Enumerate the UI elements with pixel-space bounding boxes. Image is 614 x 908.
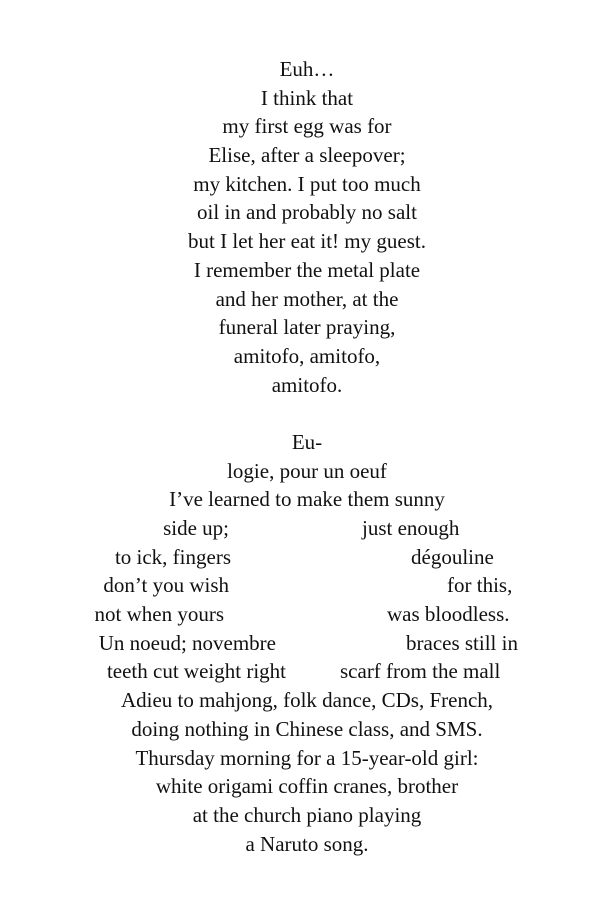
poem-split-line: [0, 571, 614, 600]
poem-line: Adieu to mahjong, folk dance, CDs, French,: [120, 688, 494, 713]
poem-line: amitofo.: [271, 372, 343, 397]
poem-line: doing nothing in Chinese class, and SMS.: [131, 716, 483, 741]
poem-split-line: [0, 600, 614, 629]
poem-split-left: side up;: [163, 516, 229, 540]
poem-line: I remember the metal plate: [193, 257, 421, 282]
poem-line: I think that: [260, 85, 354, 110]
poem-line: but I let her eat it! my guest.: [188, 229, 426, 254]
poem-split-right: dégouline: [411, 544, 494, 569]
poem: [0, 55, 614, 858]
poem-split-right: for this,: [447, 573, 513, 598]
poem-split-left: not when yours: [94, 602, 224, 627]
poem-split-right: braces still in: [406, 630, 518, 655]
poem-line: amitofo, amitofo,: [233, 343, 381, 368]
poem-line: I’ve learned to make them sunny: [169, 487, 445, 512]
poem-split-line: [0, 514, 614, 543]
poem-split-line: [0, 629, 614, 658]
poem-line: Thursday morning for a 15-year-old girl:: [135, 745, 479, 770]
stanza-break: [0, 399, 614, 428]
poem-split-right: was bloodless.: [387, 602, 510, 627]
poem-line: my kitchen. I put too much: [193, 171, 421, 196]
poem-line: white origami coffin cranes, brother: [155, 774, 459, 799]
poem-split-right: scarf from the mall: [340, 659, 501, 684]
poem-line: Eu-: [291, 429, 323, 454]
poem-line: logie, pour un oeuf: [227, 458, 387, 483]
poem-split-left: teeth cut weight right: [106, 659, 286, 684]
poem-line: Euh…: [279, 57, 335, 81]
poem-split-right: just enough: [362, 516, 460, 540]
poem-split-left: don’t you wish: [103, 573, 229, 598]
poem-split-left: Un noeud; novembre: [98, 630, 276, 655]
poem-line: a Naruto song.: [245, 831, 369, 856]
poem-line: and her mother, at the: [215, 286, 399, 311]
poem-line: my first egg was for: [222, 114, 392, 139]
poem-line: at the church piano playing: [192, 802, 422, 827]
poem-line: funeral later praying,: [218, 315, 396, 340]
poem-line: oil in and probably no salt: [197, 200, 417, 225]
poem-line: Elise, after a sleepover;: [208, 143, 406, 168]
poem-split-line: [0, 543, 614, 572]
poem-split-left: to ick, fingers: [114, 544, 231, 569]
poem-split-line: [0, 657, 614, 686]
